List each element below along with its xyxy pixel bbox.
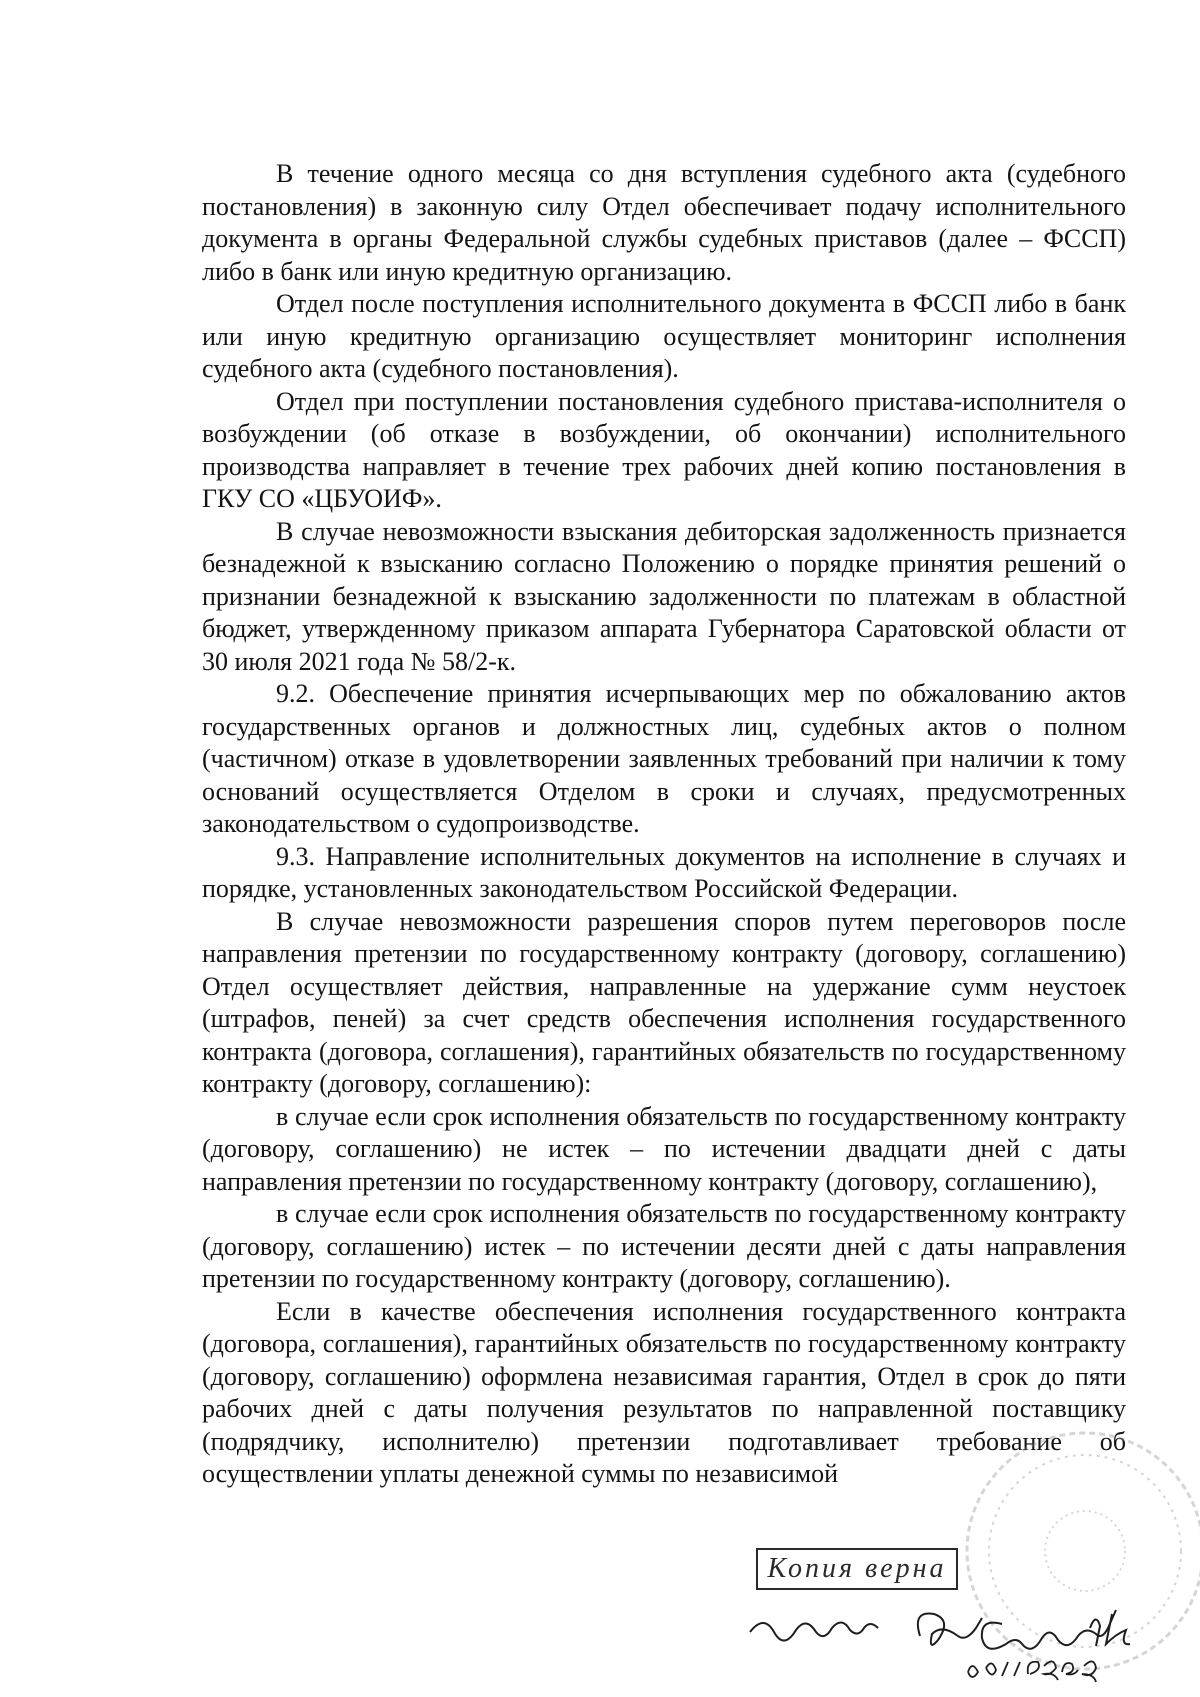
paragraph-9-2: 9.2. Обеспечение принятия исчерпывающих мер по обжалованию актов государственных органов и должностных лиц, судебных актов о полном (частичном) отказе в удовлетворении заявленных требований при наличии к тому оснований осуществляется Отделом в сроки и случаях, предусмотренных законодательством о судопроизводстве. bbox=[202, 679, 1126, 838]
paragraph: Если в качестве обеспечения исполнения государственного контракта (договора, соглашения), гарантийных обязательств по государственному контракту (договору, соглашению) оформлена независимая гарантия, Отдел в срок до пяти рабочих дней с даты получения результатов по направленной поставщику (подрядчику, исполнителю) претензии подготавливает требование об осуществлении уплаты денежной суммы по независимой bbox=[202, 1296, 1126, 1488]
paragraph: В случае невозможности разрешения споров путем переговоров после направления претензии по государственному контракту (договору, соглашению) Отдел осуществляет действия, направленные на удержание сумм неустоек (штрафов, пеней) за счет средств обеспечения исполнения государственного контракта (договора, соглашения), гарантийных обязательств по государственному контракту (договору, соглашению): bbox=[202, 906, 1126, 1098]
paragraph: Отдел при поступлении постановления судебного пристава-исполнителя о возбуждении (об отказе в возбуждении, об окончании) исполнительного производства направляет в течение трех рабочих дней копию постановления в ГКУ СО «ЦБУОИФ». bbox=[202, 386, 1126, 513]
paragraph-9-3: 9.3. Направление исполнительных документов на исполнение в случаях и порядке, установленных законодательством Российской Федерации. bbox=[202, 841, 1126, 903]
paragraph: В течение одного месяца со дня вступления судебного акта (судебного постановления) в законную силу Отдел обеспечивает подачу исполнительного документа в органы Федеральной службы судебных приставов (далее – ФССП) либо в банк или иную кредитную организацию. bbox=[202, 159, 1126, 286]
copy-certified-stamp: Копия верна bbox=[756, 1548, 958, 1590]
paragraph: В случае невозможности взыскания дебиторская задолженность признается безнадежной к взысканию согласно Положению о порядке принятия решений о признании безнадежной к взысканию задолженности по платежам в областной бюджет, утвержденному приказом аппарата Губернатора Саратовской области от 30 июля 2021 года № 58/2-к. bbox=[202, 516, 1126, 676]
handwritten-signature bbox=[740, 1584, 1180, 1684]
paragraph: Отдел после поступления исполнительного документа в ФССП либо в банк или иную кредитную организацию осуществляет мониторинг исполнения судебного акта (судебного постановления). bbox=[202, 289, 1126, 383]
paragraph: в случае если срок исполнения обязательств по государственному контракту (договору, соглашению) не истек – по истечении двадцати дней с даты направления претензии по государственному контракту (договору, соглашению), bbox=[202, 1101, 1126, 1196]
paragraph: в случае если срок исполнения обязательств по государственному контракту (договору, соглашению) истек – по истечении десяти дней с даты направления претензии по государственному контракту (договору, соглашению). bbox=[202, 1199, 1126, 1293]
document-body bbox=[202, 158, 1126, 1491]
